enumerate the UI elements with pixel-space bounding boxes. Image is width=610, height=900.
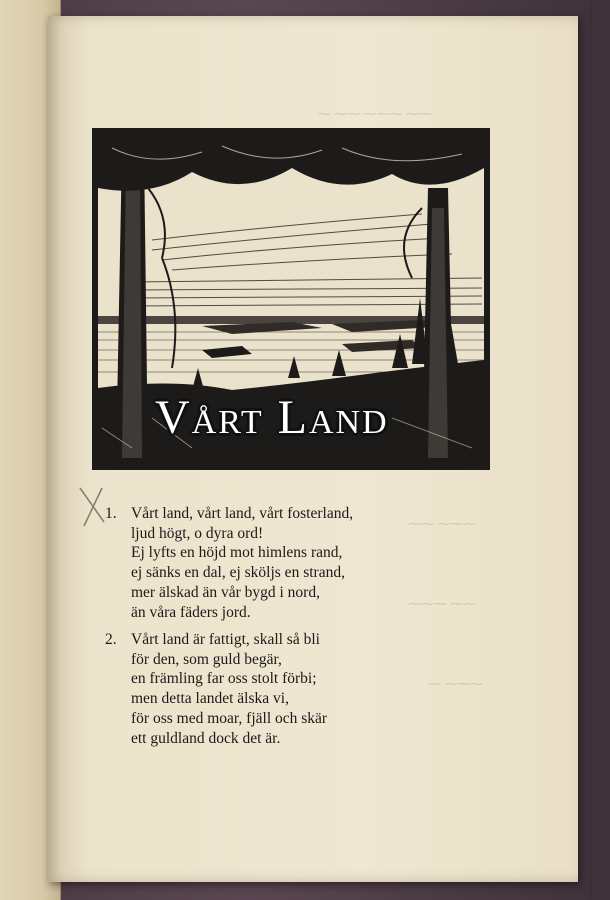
- show-through-text: ⁓⁓ ⁓⁓⁓: [408, 516, 477, 531]
- illustration-title: Vårt Land: [155, 391, 389, 444]
- cloth-fold: [590, 0, 591, 900]
- verse-line: än våra fäders jord.: [131, 603, 251, 621]
- verse-line: Ej lyfts en höjd mot himlens rand,: [131, 544, 343, 562]
- verse-line: ej sänks en dal, ej sköljs en strand,: [131, 564, 345, 582]
- verse-line: Vårt land, vårt land, vårt fosterland,: [131, 505, 354, 522]
- verse-line: Vårt land är fattigt, skall så bli: [131, 631, 320, 648]
- verse-line: för oss med moar, fjäll och skär: [131, 709, 328, 727]
- verse-line: mer älskad än vår bygd i nord,: [131, 583, 320, 601]
- verse-line: ljud högt, o dyra ord!: [131, 524, 264, 542]
- verse-line: ett guldland dock det är.: [131, 729, 281, 747]
- verse-line: en främling far oss stolt förbi;: [131, 670, 317, 688]
- verse-line: för den, som guld begär,: [131, 650, 282, 668]
- verse-number: 1.: [105, 505, 117, 522]
- show-through-text: ⁓ ⁓⁓ ⁓⁓⁓ ⁓⁓: [318, 106, 432, 121]
- show-through-text: ⁓⁓⁓ ⁓⁓: [408, 596, 477, 611]
- show-through-text: ⁓ ⁓⁓⁓: [428, 676, 484, 691]
- verse-line: men detta landet älska vi,: [131, 690, 289, 708]
- verse-number: 2.: [105, 631, 117, 648]
